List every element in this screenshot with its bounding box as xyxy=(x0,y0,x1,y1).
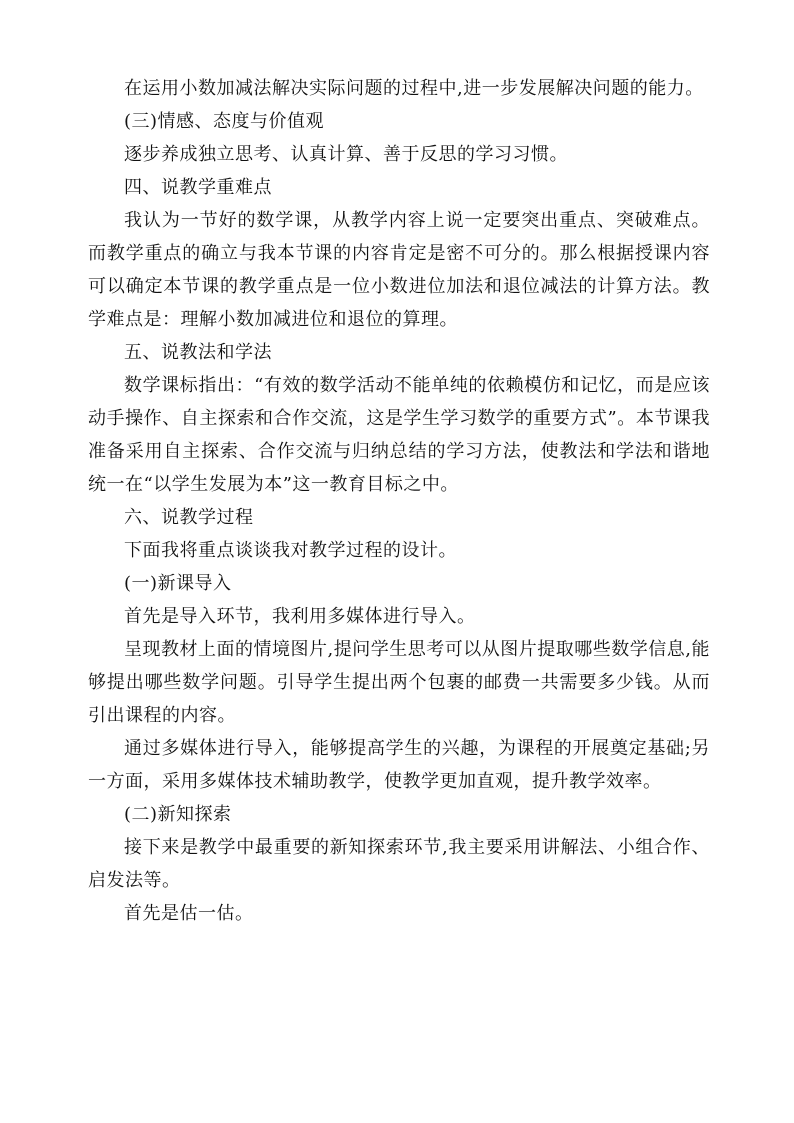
paragraph-key-points: 我认为一节好的数学课，从教学内容上说一定要突出重点、突破难点。而教学重点的确立与我本节课的内容肯定是密不可分的。那么根据授课内容可以确定本节课的教学重点是一位小数进位加法和退位减法的计算方法。教学难点是：理解小数加减进位和退位的算理。 xyxy=(88,210,710,330)
heading-lesson-introduction: (一)新课导入 xyxy=(124,573,232,594)
paragraph-situation-image: 呈现教材上面的情境图片,提问学生思考可以从图片提取哪些数学信息,能够提出哪些数学问题。引导学生提出两个包裹的邮费一共需要多少钱。从而引出课程的内容。 xyxy=(88,639,710,726)
paragraph-process-intro: 下面我将重点谈谈我对教学过程的设计。 xyxy=(124,540,457,561)
heading-key-difficulties: 四、说教学重难点 xyxy=(124,177,272,198)
paragraph-multimedia-benefits: 通过多媒体进行导入，能够提高学生的兴趣，为课程的开展奠定基础;另一方面，采用多媒体技术辅助教学，使教学更加直观，提升教学效率。 xyxy=(88,738,710,792)
paragraph-curriculum-standard: 数学课标指出：“有效的数学活动不能单纯的依赖模仿和记忆，而是应该动手操作、自主探索和合作交流，这是学生学习数学的重要方式”。本节课我准备采用自主探索、合作交流与归纳总结的学习方法，使教法和学法和谐地统一在“以学生发展为本”这一教育目标之中。 xyxy=(88,375,710,495)
heading-teaching-methods: 五、说教法和学法 xyxy=(124,342,272,363)
heading-emotion-attitude: (三)情感、态度与价值观 xyxy=(124,111,325,132)
paragraph-multimedia-intro: 首先是导入环节，我利用多媒体进行导入。 xyxy=(124,606,476,627)
heading-teaching-process: 六、说教学过程 xyxy=(124,507,254,528)
paragraph-exploration-methods: 接下来是教学中最重要的新知探索环节,我主要采用讲解法、小组合作、启发法等。 xyxy=(88,837,710,891)
paragraph-study-habits: 逐步养成独立思考、认真计算、善于反思的学习习惯。 xyxy=(124,144,568,165)
paragraph-problem-solving: 在运用小数加减法解决实际问题的过程中,进一步发展解决问题的能力。 xyxy=(124,78,704,99)
document-body xyxy=(88,72,710,930)
heading-new-knowledge: (二)新知探索 xyxy=(124,804,232,825)
paragraph-estimate: 首先是估一估。 xyxy=(124,903,254,924)
